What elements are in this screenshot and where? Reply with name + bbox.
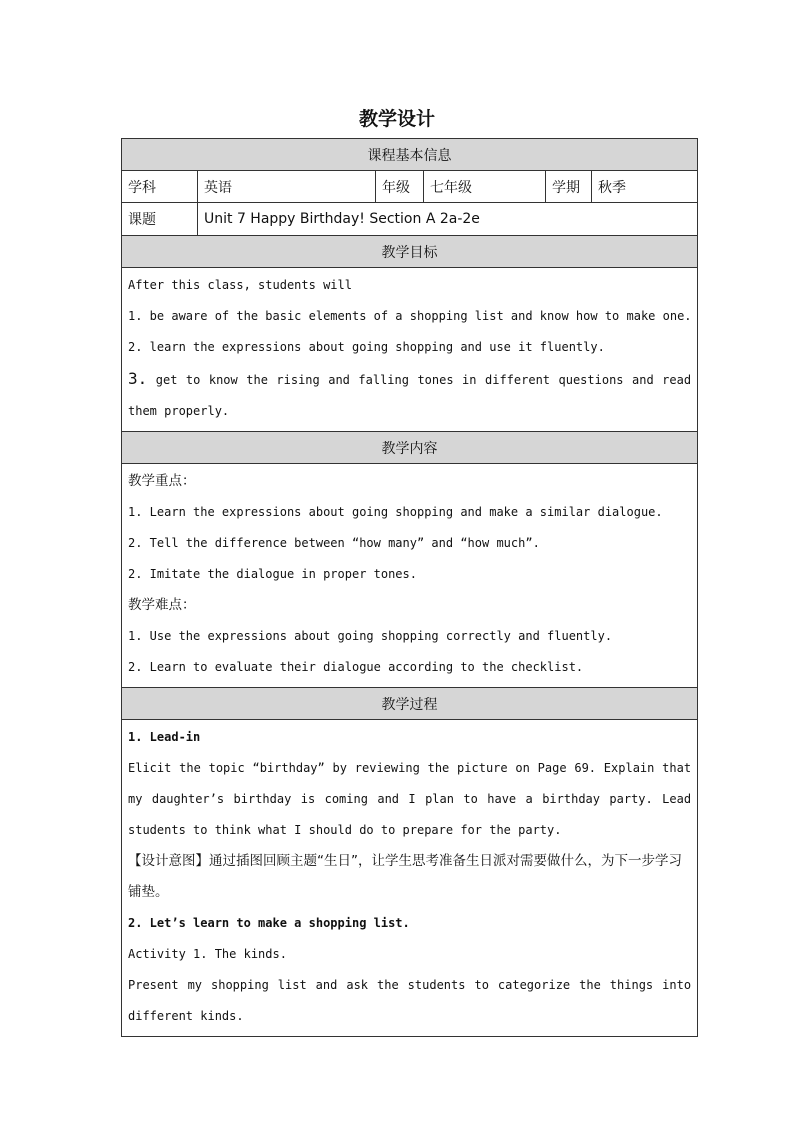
key-point-item: 2. Imitate the dialogue in proper tones. (128, 567, 417, 581)
difficulty-item: 2. Learn to evaluate their dialogue according to the checklist. (128, 660, 584, 674)
content-header: 教学内容 (122, 432, 698, 464)
key-point-item: 1. Learn the expressions about going shopping and make a similar dialogue. (128, 505, 663, 519)
step2-title: 2. Let’s learn to make a shopping list. (128, 916, 410, 930)
activity1-text: Present my shopping list and ask the students to categorize the things into different kinds. (128, 978, 692, 1023)
content-cell (122, 464, 698, 688)
objectives-header: 教学目标 (122, 236, 698, 268)
process-header: 教学过程 (122, 688, 698, 720)
objectives-cell (122, 268, 698, 432)
objectives-intro: After this class, students will (128, 278, 352, 292)
step1-title: 1. Lead-in (128, 730, 201, 744)
objective-item: 2. learn the expressions about going shopping and use it fluently. (128, 340, 605, 354)
objective-number: 3. (128, 369, 148, 388)
subject-value: 英语 (198, 171, 376, 203)
grade-label: 年级 (376, 171, 424, 203)
term-label: 学期 (546, 171, 592, 203)
grade-value: 七年级 (424, 171, 546, 203)
subject-label: 学科 (122, 171, 198, 203)
topic-label: 课题 (122, 203, 198, 236)
objective-item (128, 363, 691, 427)
difficulty-item: 1. Use the expressions about going shopping correctly and fluently. (128, 629, 613, 643)
objective-item: 1. be aware of the basic elements of a shopping list and know how to make one. (128, 309, 692, 323)
activity1-title: Activity 1. The kinds. (128, 947, 287, 961)
lesson-plan-table (121, 138, 698, 1037)
design-intent: 【设计意图】通过插图回顾主题“生日”，让学生思考准备生日派对需要做什么，为下一步学习铺垫。 (128, 853, 682, 900)
objective-text: get to know the rising and falling tones in different questions and read them properly. (128, 373, 692, 418)
term-value: 秋季 (592, 171, 698, 203)
process-cell (122, 720, 698, 1037)
basic-info-header: 课程基本信息 (122, 139, 698, 171)
document-title: 教学设计 (358, 108, 435, 130)
difficulties-label: 教学难点： (128, 597, 196, 613)
key-points-label: 教学重点： (128, 473, 196, 489)
topic-value: Unit 7 Happy Birthday! Section A 2a-2e (198, 203, 698, 236)
step1-text: Elicit the topic “birthday” by reviewing the picture on Page 69. Explain that my daughter’s birthday is coming and I plan to have a birthday party. Lead students to think what I should do to prepare for the party. (128, 761, 692, 837)
key-point-item: 2. Tell the difference between “how many” and “how much”. (128, 536, 540, 550)
